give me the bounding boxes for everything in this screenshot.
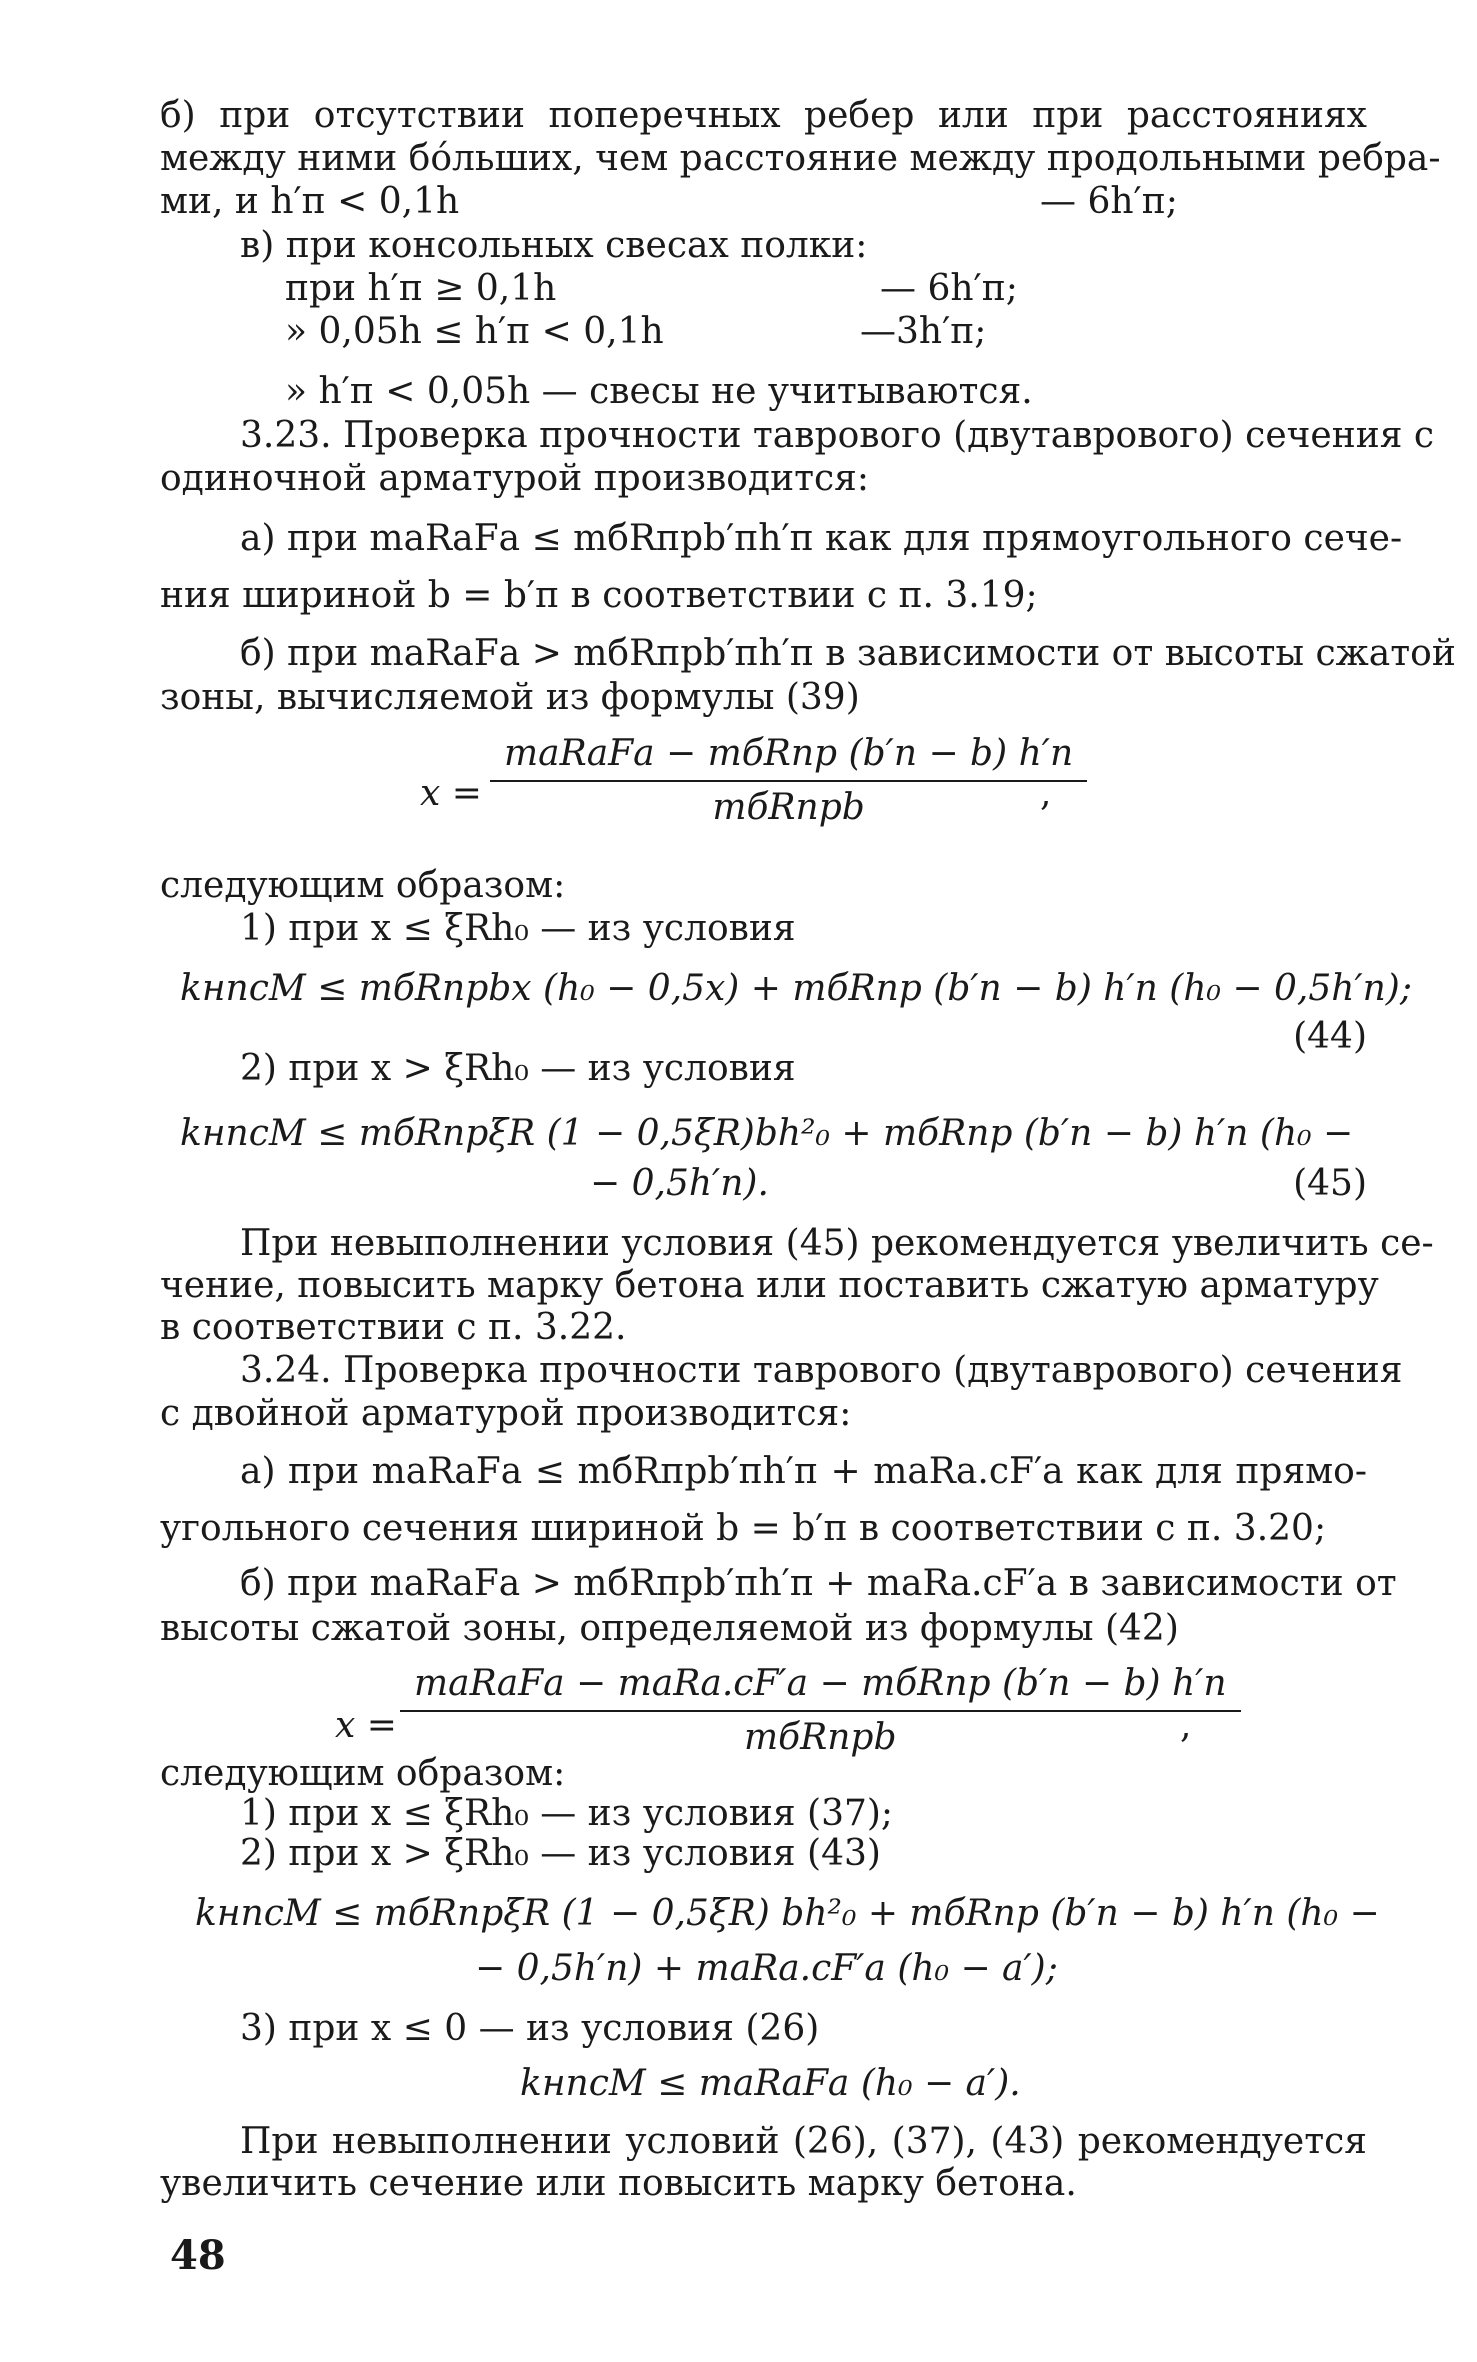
formula-42-comma: , [1180, 1705, 1192, 1746]
paragraph-3-23-heading: 3.23. Проверка прочности таврового (двутаврового) сечения с [240, 415, 1435, 456]
text-line-right: — 6h′п; [1040, 181, 1178, 222]
text-line: б) при mаRаFа > mбRпрb′пh′п в зависимости от высоты сжатой [240, 633, 1456, 674]
formula-45-line-1: kнncM ≤ mбRпрξR (1 − 0,5ξR)bh²₀ + mбRпр (b′п − b) h′п (h₀ − [180, 1113, 1354, 1154]
text-line-left: ми, и h′п < 0,1h [160, 181, 460, 222]
text-line: чение, повысить марку бетона или поставить сжатую арматуру [160, 1265, 1379, 1306]
text-line-left: » 0,05h ≤ h′п < 0,1h [285, 311, 664, 352]
text-line: 2) при x > ξRh₀ — из условия (43) [240, 1833, 881, 1874]
text-line: а) при mаRаFа ≤ mбRпрb′пh′п + mаRа.сF′а как для прямо- [240, 1451, 1367, 1492]
formula-39-comma: , [1040, 773, 1052, 814]
text-line: угольного сечения шириной b = b′п в соответствии с п. 3.20; [160, 1508, 1327, 1549]
formula-42-lhs: x = [335, 1705, 397, 1746]
text-line: ния шириной b = b′п в соответствии с п. 3.19; [160, 575, 1038, 616]
text-line: следующим образом: [160, 1753, 566, 1794]
formula-44: kнncM ≤ mбRпрbx (h₀ − 0,5x) + mбRпр (b′п − b) h′п (h₀ − 0,5h′п); [180, 968, 1412, 1009]
formula-43-line-1: kнncM ≤ mбRпрξR (1 − 0,5ξR) bh²₀ + mбRпр (b′п − b) h′п (h₀ − [195, 1893, 1380, 1934]
equation-number-45: (45) [1293, 1163, 1367, 1204]
formula-39-numerator: mаRаFа − mбRпр (b′п − b) h′п [490, 730, 1087, 782]
formula-42-numerator: mаRаFа − mаRа.сF′а − mбRпр (b′п − b) h′п [400, 1660, 1241, 1712]
page-number: 48 [170, 2232, 226, 2279]
text-line: одиночной арматурой производится: [160, 458, 869, 499]
text-line-right: — 6h′п; [880, 268, 1018, 309]
text-line: При невыполнении условия (45) рекомендуется увеличить се- [240, 1223, 1434, 1264]
text-line: б) при mаRаFа > mбRпрb′пh′п + mаRа.сF′а в зависимости от [240, 1563, 1397, 1604]
formula-39-denominator: mбRпрb [712, 787, 865, 828]
formula-39-lhs: x = [420, 773, 482, 814]
text-line-right: —3h′п; [860, 311, 987, 352]
text-line: между ними бо́льших, чем расстояние между продольными ребра- [160, 138, 1441, 179]
text-line: 1) при x ≤ ξRh₀ — из условия (37); [240, 1793, 894, 1834]
text-line-left: при h′п ≥ 0,1h [285, 268, 557, 309]
paragraph-3-24-heading: 3.24. Проверка прочности таврового (двутаврового) сечения [240, 1350, 1403, 1391]
text-line: б) при отсутствии поперечных ребер или при расстояниях [160, 95, 1367, 136]
text-line: увеличить сечение или повысить марку бетона. [160, 2163, 1077, 2204]
text-line [285, 308, 1367, 356]
text-line: 1) при x ≤ ξRh₀ — из условия [240, 908, 796, 949]
equation-number-44: (44) [1293, 1016, 1367, 1057]
text-line: При невыполнении условий (26), (37), (43) рекомендуется [240, 2121, 1367, 2162]
text-line: 3) при x ≤ 0 — из условия (26) [240, 2008, 820, 2049]
text-line: в) при консольных свесах полки: [240, 225, 868, 266]
formula-39 [490, 730, 1087, 832]
text-line: следующим образом: [160, 865, 566, 906]
text-line [285, 265, 1367, 313]
text-line: высоты сжатой зоны, определяемой из формулы (42) [160, 1608, 1179, 1649]
text-line [160, 178, 1367, 226]
formula-26: kнncM ≤ mаRаFа (h₀ − a′). [520, 2063, 1021, 2104]
text-line: зоны, вычисляемой из формулы (39) [160, 677, 860, 718]
formula-42 [400, 1660, 1241, 1762]
text-line: а) при mаRаFа ≤ mбRпрb′пh′п как для прямоугольного сече- [240, 518, 1403, 559]
text-line: с двойной арматурой производится: [160, 1393, 852, 1434]
formula-42-denominator: mбRпрb [744, 1717, 897, 1758]
formula-43-line-2: − 0,5h′п) + mаRа.сF′а (h₀ − a′); [475, 1948, 1058, 1989]
text-line: в соответствии с п. 3.22. [160, 1307, 627, 1348]
text-line: 2) при x > ξRh₀ — из условия [240, 1048, 796, 1089]
formula-45-line-2: − 0,5h′п). [590, 1163, 769, 1204]
text-line: » h′п < 0,05h — свесы не учитываются. [285, 371, 1033, 412]
